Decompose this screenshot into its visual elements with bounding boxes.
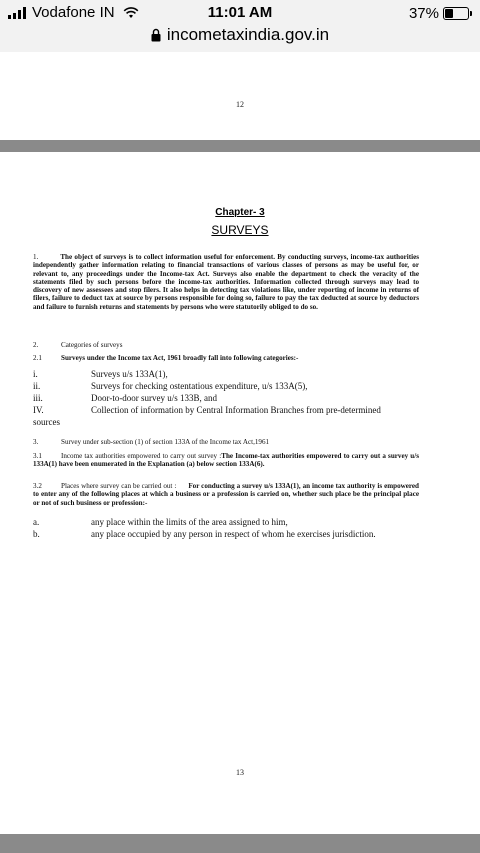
item-text: any place occupied by any person in respect of whom he exercises jurisdiction. [91, 529, 376, 539]
pdf-page-13 [0, 152, 480, 834]
item-label: i. [33, 369, 38, 379]
section-number: 3.1 [33, 452, 42, 460]
item-label: a. [33, 517, 40, 527]
lock-icon [151, 28, 161, 42]
item-label: b. [33, 529, 40, 539]
pdf-page-12 [0, 52, 480, 140]
page-separator [0, 834, 480, 853]
item-label: IV. [33, 405, 44, 415]
section-number: 2.1 [33, 354, 42, 362]
section-text: For conducting a survey u/s 133A(1), an income tax authority is empowered to enter any of the following places at which a business or a profession is carried on, whether such place be the principal place or not of such business or profession:- [33, 482, 419, 507]
section-text: The Income-tax authorities empowered to carry out a survey u/s 133A(1) have been enumerated in the Explanation (a) below section 133A(6). [33, 452, 419, 469]
section-3-1 [33, 452, 419, 469]
section-2 [33, 341, 419, 349]
carrier-name: Vodafone IN [32, 4, 115, 21]
item-text: any place within the limits of the area assigned to him, [91, 517, 288, 527]
section-2-1 [33, 354, 419, 362]
category-continuation: sources [33, 417, 60, 427]
item-label: ii. [33, 381, 41, 391]
section-text: Categories of surveys [61, 341, 123, 349]
item-text: Surveys u/s 133A(1), [91, 369, 168, 379]
paragraph-number: 1. [33, 253, 39, 261]
section-3 [33, 438, 419, 446]
url-text: incometaxindia.gov.in [166, 25, 330, 44]
section-number: 3. [33, 438, 39, 446]
section-lead: Income tax authorities empowered to carry out survey : [61, 452, 222, 460]
section-text: Surveys under the Income tax Act, 1961 broadly fall into following categories:- [61, 354, 299, 362]
battery-percent: 37% [408, 5, 439, 22]
section-3-2 [33, 482, 419, 507]
page-separator [0, 140, 480, 152]
item-text: Surveys for checking ostentatious expenditure, u/s 133A(5), [91, 381, 308, 391]
chapter-heading: Chapter- 3 [215, 207, 265, 218]
section-lead: Places where survey can be carried out : [61, 482, 177, 490]
item-label: iii. [33, 393, 43, 403]
status-bar [0, 0, 480, 52]
paragraph-text: The object of surveys is to collect information useful for enforcement. By conducting surveys, income-tax authorities independently gather information relating to financial transactions of various classes of persons as may be useful for, or relevant to, any proceedings under the Income-tax Act. Surveys also enable the department to check the veracity of the statements filed by such persons before the income-tax authorities. Information collected through surveys may lead to discovery of new assessees and stop filers. It also helps in detecting tax violations like, under reporting of income in returns of filers, failure to deduct tax at source by persons responsible for doing so, failure to pay the tax deducted at source by deductors and failure to furnish returns and statements by persons who were statutorily obliged to do so. [33, 253, 419, 311]
chapter-title: SURVEYS [211, 223, 269, 237]
page-number: 12 [236, 100, 244, 109]
address-bar[interactable] [0, 25, 480, 45]
section-text: Survey under sub-section (1) of section 133A of the Income tax Act,1961 [61, 438, 270, 446]
battery-indicator [409, 5, 472, 22]
page-number: 13 [236, 768, 244, 777]
battery-icon [443, 7, 469, 20]
item-text: Collection of information by Central Information Branches from pre-determined [91, 405, 381, 415]
item-text: Door-to-door survey u/s 133B, and [91, 393, 218, 403]
section-number: 2. [33, 341, 39, 349]
section-number: 3.2 [33, 482, 42, 490]
clock: 11:01 AM [207, 4, 273, 21]
paragraph-1 [33, 253, 419, 333]
